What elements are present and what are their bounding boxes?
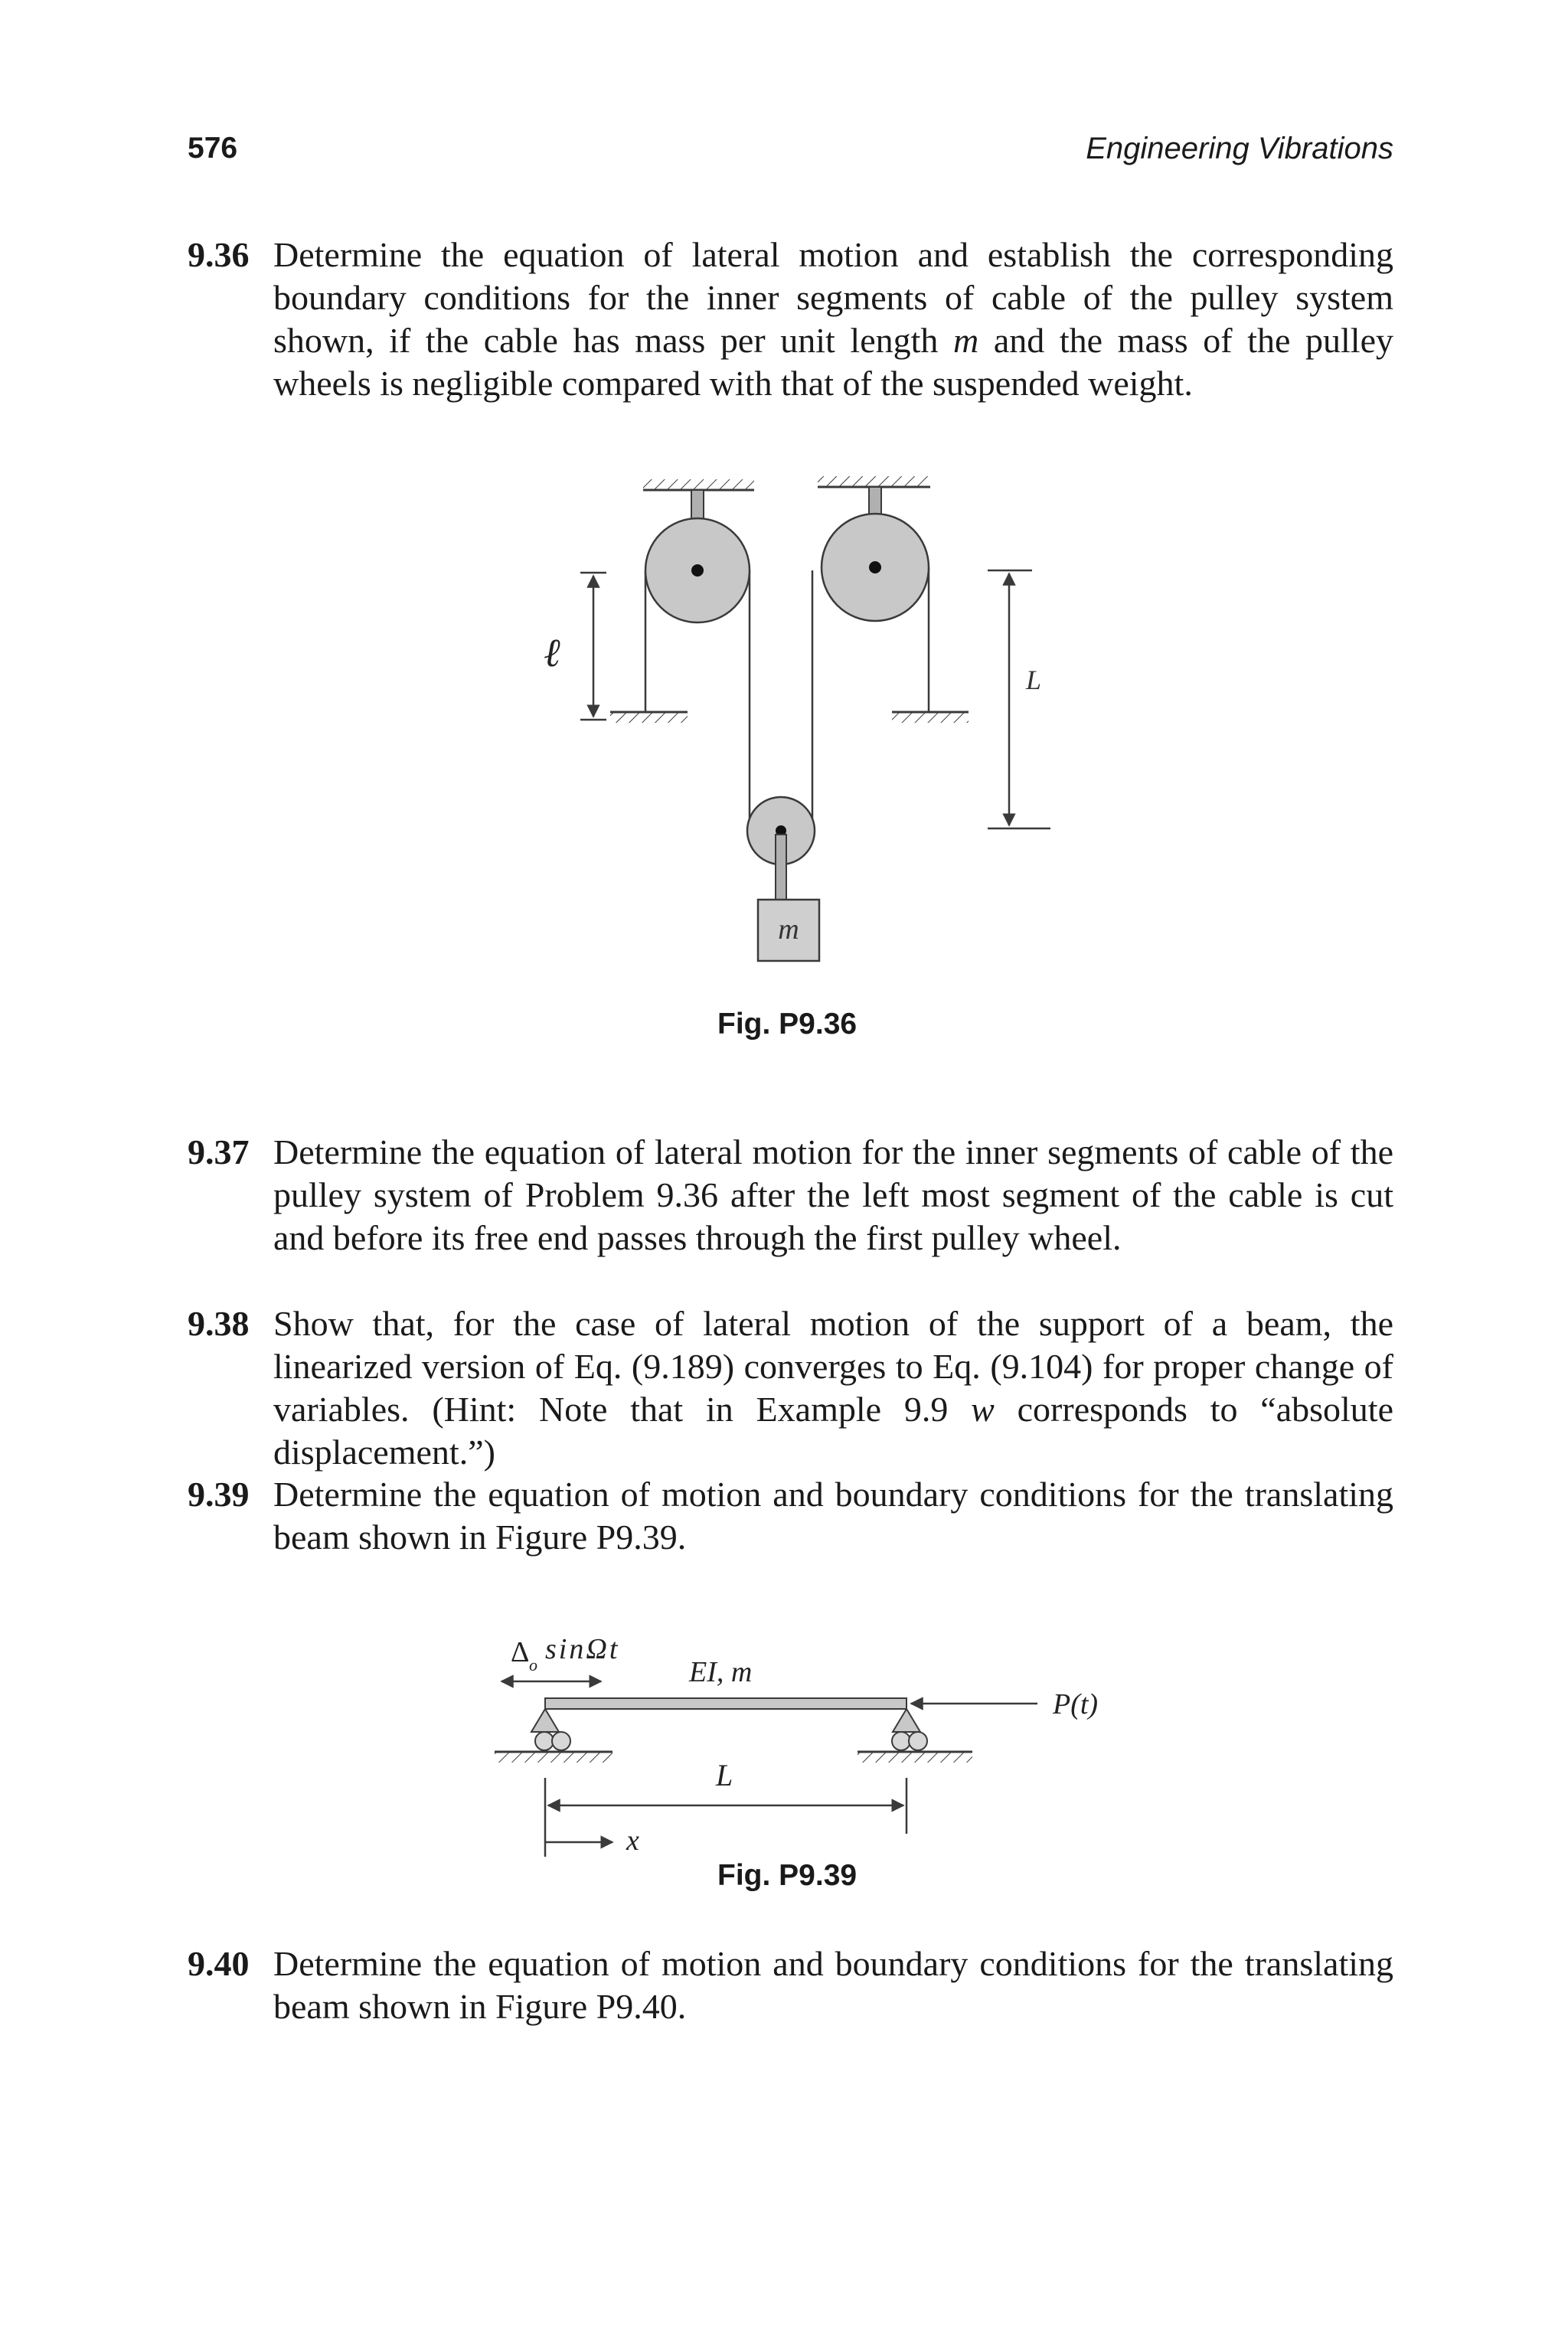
problem-number: 9.38	[188, 1304, 250, 1343]
problem-text: Determine the equation of motion and boundary conditions for the translating beam shown in Figure P9.39.	[273, 1475, 1393, 1557]
running-head: Engineering Vibrations	[1086, 132, 1393, 165]
label-EI-m: EI, m	[689, 1656, 753, 1688]
problem-text: Determine the equation of motion and boundary conditions for the translating beam shown in Figure P9.40.	[273, 1944, 1393, 2026]
figure-caption: Fig. P9.36	[717, 1008, 858, 1041]
label-l: ℓ	[544, 632, 560, 675]
support-right	[858, 1709, 972, 1763]
mass-label: m	[778, 913, 799, 946]
problem-number: 9.36	[188, 235, 250, 274]
label-L: L	[716, 1758, 733, 1792]
problem-number: 9.37	[188, 1132, 250, 1171]
figure-caption: Fig. P9.39	[717, 1859, 858, 1892]
label-load: P(t)	[1053, 1688, 1099, 1720]
problem-text: Determine the equation of lateral motion for the inner segments of cable of the pulley system of Problem 9.36 after the left most segment of the cable is cut and before its free end passes through the first pulley wheel.	[273, 1132, 1393, 1257]
label-x: x	[626, 1825, 639, 1857]
beam	[545, 1698, 906, 1709]
problem-number: 9.40	[188, 1944, 250, 1983]
label-excitation: sinΩt	[545, 1633, 620, 1665]
support-left	[495, 1709, 612, 1763]
page-number: 576	[188, 132, 238, 165]
problem-text: Determine the equation of lateral motion and establish the corresponding boundary conditions for the inner segments of cable of the pulley system shown, if the cable has mass per unit length m and the mass of the pulley wheels is negligible compared with that of the suspended weight.	[273, 235, 1394, 403]
problem-text: Show that, for the case of lateral motion of the support of a beam, the linearized version of Eq. (9.189) converges to Eq. (9.104) for proper change of variables. (Hint: Note that in Example 9.9 w corresponds to “absolute displacement.”)	[273, 1304, 1393, 1472]
label-delta: Δ	[511, 1636, 530, 1668]
label-L: L	[1026, 665, 1042, 695]
problem-number: 9.39	[188, 1475, 250, 1514]
label-delta-subscript: o	[529, 1655, 537, 1674]
problem-9-40	[188, 1942, 1393, 2028]
